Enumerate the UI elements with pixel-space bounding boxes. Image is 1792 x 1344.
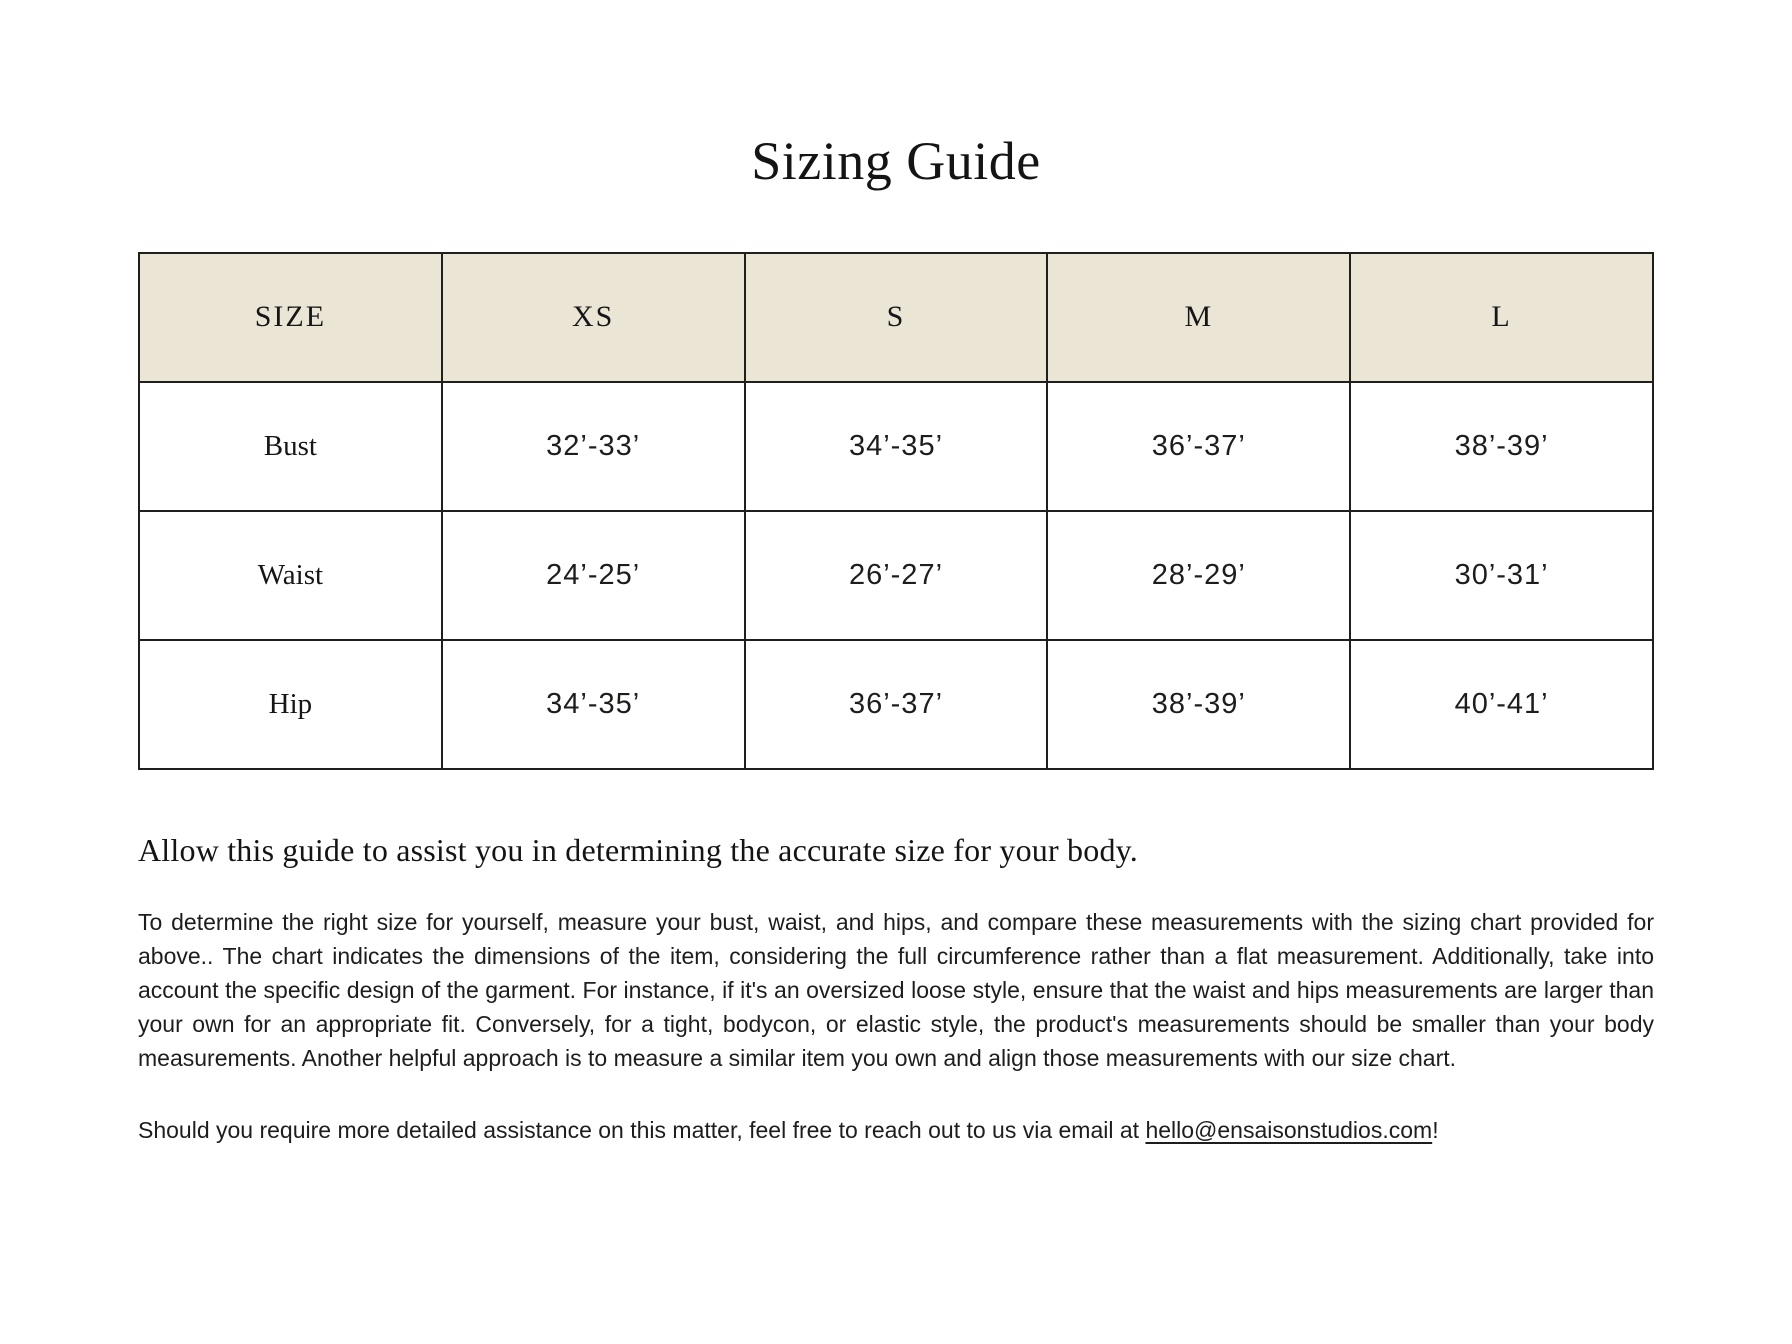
waist-m-value: 28’-29’	[1047, 511, 1350, 640]
bust-s-value: 34’-35’	[745, 382, 1048, 511]
hip-m-value: 38’-39’	[1047, 640, 1350, 769]
contact-note	[138, 1113, 1654, 1147]
page-title: Sizing Guide	[751, 131, 1041, 191]
email-link[interactable]: hello@ensaisonstudios.com	[1145, 1117, 1433, 1144]
bust-xs-value: 32’-33’	[442, 382, 745, 511]
row-label-bust: Bust	[139, 382, 442, 511]
bust-m-value: 36’-37’	[1047, 382, 1350, 511]
table-row-waist	[139, 511, 1653, 640]
row-label-hip: Hip	[139, 640, 442, 769]
row-label-waist: Waist	[139, 511, 442, 640]
column-header-size: SIZE	[139, 253, 442, 382]
waist-xs-value: 24’-25’	[442, 511, 745, 640]
column-header-m: M	[1047, 253, 1350, 382]
table-header-row	[139, 253, 1653, 382]
contact-text: Should you require more detailed assistance on this matter, feel free to reach out to us via email at	[138, 1117, 1146, 1144]
bust-l-value: 38’-39’	[1350, 382, 1653, 511]
waist-l-value: 30’-31’	[1350, 511, 1653, 640]
hip-s-value: 36’-37’	[745, 640, 1048, 769]
size-table	[138, 252, 1654, 770]
hip-xs-value: 34’-35’	[442, 640, 745, 769]
table-row-hip	[139, 640, 1653, 769]
column-header-s: S	[745, 253, 1048, 382]
sizing-guide-page	[138, 0, 1654, 1147]
column-header-l: L	[1350, 253, 1653, 382]
hip-l-value: 40’-41’	[1350, 640, 1653, 769]
guide-body-paragraph: To determine the right size for yourself, measure your bust, waist, and hips, and compare these measurements with the sizing chart provided for above.. The chart indicates the dimensions of the item, considering the full circumference rather than a flat measurement. Additionally, take into account the specific design of the garment. For instance, if it's an oversized loose style, ensure that the waist and hips measurements are larger than your own for an appropriate fit. Conversely, for a tight, bodycon, or elastic style, the product's measurements should be smaller than your body measurements. Another helpful approach is to measure a similar item you own and align those measurements with our size chart.	[138, 909, 1654, 1072]
guide-heading: Allow this guide to assist you in determining the accurate size for your body.	[138, 831, 1138, 868]
table-row-bust	[139, 382, 1653, 511]
contact-suffix: !	[1432, 1117, 1439, 1144]
column-header-xs: XS	[442, 253, 745, 382]
waist-s-value: 26’-27’	[745, 511, 1048, 640]
